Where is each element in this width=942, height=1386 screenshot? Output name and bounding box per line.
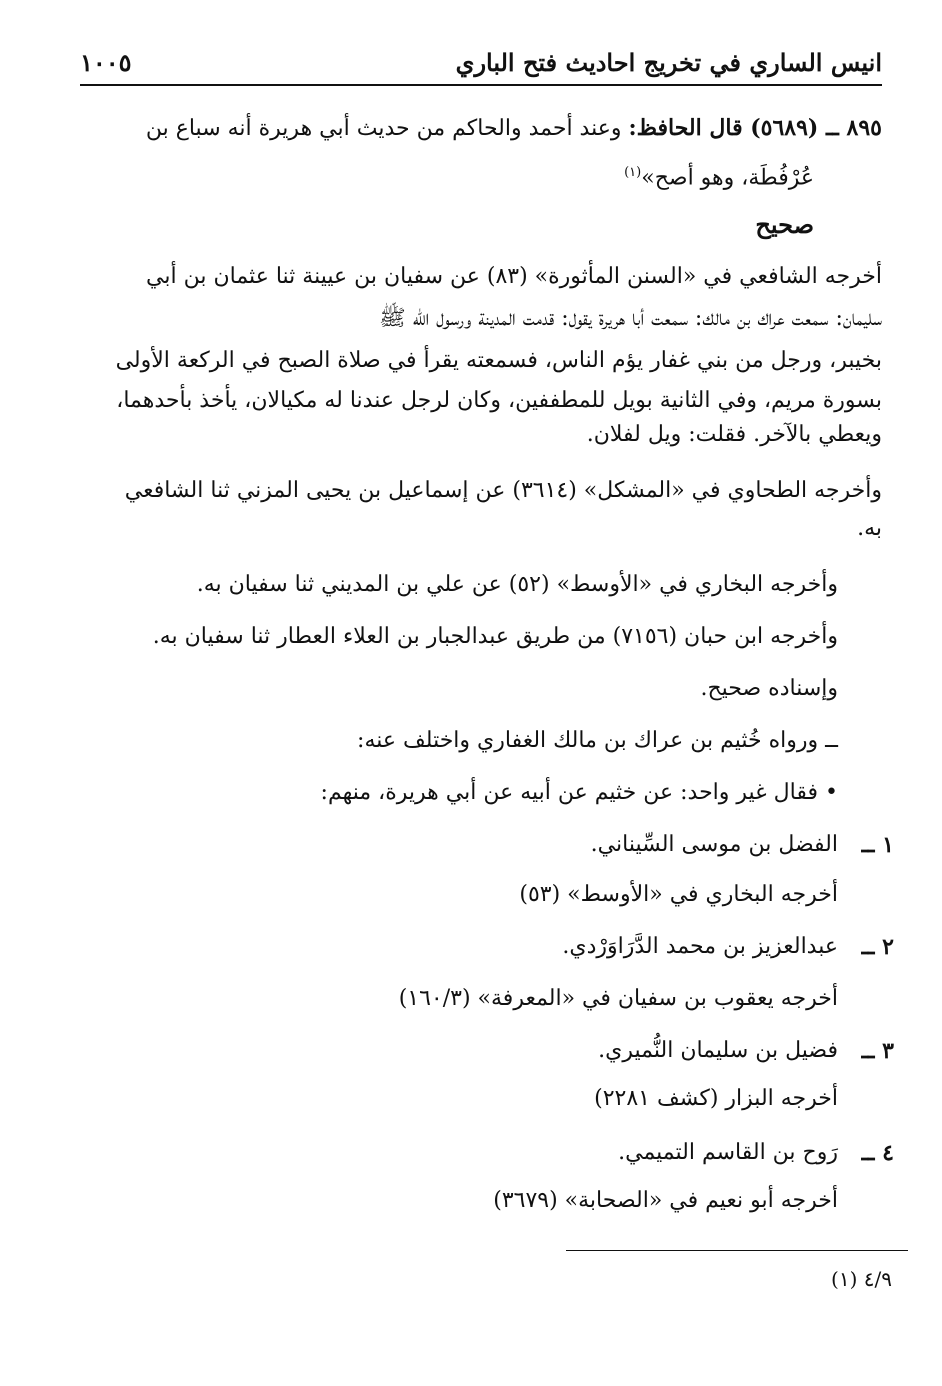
p6: ــ ورواه خُثيم بن عراك بن مالك الغفاري واختلف عنه:: [357, 728, 838, 753]
entry-quote-line-2: عُرْفُطَة، وهو أصح»: [641, 165, 814, 191]
p2-line-1: وأخرجه الطحاوي في «المشكل» (٣٦١٤) عن إسماعيل بن يحيى المزني ثنا الشافعي: [124, 478, 882, 503]
list-item-1-name: الفضل بن موسى السِّيناني.: [590, 832, 838, 857]
list-num-1: ١ ــ: [861, 832, 894, 858]
list-item-3-source: أخرجه البزار (كشف ٢٢٨١): [594, 1086, 838, 1111]
page-number: ١٠٠٥: [80, 47, 132, 77]
entry-line-2: [624, 158, 814, 193]
list-item-4-source: أخرجه أبو نعيم في «الصحابة» (٣٦٧٩): [493, 1188, 838, 1213]
p1-line-1: أخرجه الشافعي في «السنن المأثورة» (٨٣) عن سفيان بن عيينة ثنا عثمان بن أبي: [146, 264, 882, 289]
entry-line-1: [74, 113, 882, 144]
list-num-3: ٣ ــ: [861, 1038, 894, 1064]
p1-line-5: ويعطي بالآخر. فقلت: ويل لفلان.: [586, 422, 882, 447]
list-num-4: ٤ ــ: [861, 1140, 894, 1166]
p1-line-2: سليمان: سمعت عراك بن مالك: سمعت أبا هريرة يقول: قدمت المدينة ورسول الله ﷺ: [379, 306, 882, 331]
entry-number: ٨٩٥ ــ (٥٦٨٩) قال الحافظ:: [628, 115, 882, 141]
book-title: انيس الساري في تخريج احاديث فتح الباري: [455, 47, 882, 77]
p1-line-4: بسورة مريم، وفي الثانية بويل للمطففين، وكان لرجل عندنا له مكيالان، يأخذ بأحدهما،: [116, 388, 882, 413]
p5: وإسناده صحيح.: [700, 676, 838, 701]
footnote: [831, 1264, 906, 1294]
list-item-4-name: رَوح بن القاسم التميمي.: [618, 1140, 838, 1165]
p7: • فقال غير واحد: عن خثيم عن أبيه عن أبي هريرة، منهم:: [320, 780, 838, 805]
list-item-2-source: أخرجه يعقوب بن سفيان في «المعرفة» (١٦٠/٣): [398, 986, 838, 1011]
list-item-3-name: فضيل بن سليمان النُّميري.: [598, 1038, 838, 1063]
p3: وأخرجه البخاري في «الأوسط» (٥٢) عن علي بن المديني ثنا سفيان به.: [196, 572, 838, 597]
footnote-separator: [566, 1250, 908, 1251]
list-num-2: ٢ ــ: [861, 934, 894, 960]
p1-line-3: بخيبر، ورجل من بني غفار يؤم الناس، فسمعته يقرأ في صلاة الصبح في الركعة الأولى: [115, 348, 882, 373]
list-item-1-source: أخرجه البخاري في «الأوسط» (٥٣): [519, 882, 838, 907]
hadith-grade: صحيح: [755, 210, 814, 239]
footnote-text: ٤/٩: [863, 1267, 892, 1291]
footnote-ref: (١): [831, 1267, 858, 1291]
p2-line-2: به.: [857, 516, 882, 541]
list-item-2-name: عبدالعزيز بن محمد الدَّرَاوَرْدي.: [562, 934, 838, 959]
footnote-marker: (١): [624, 165, 642, 180]
entry-quote-line-1: وعند أحمد والحاكم من حديث أبي هريرة أنه سباع بن: [145, 116, 622, 141]
running-header: [80, 40, 882, 86]
p4: وأخرجه ابن حبان (٧١٥٦) من طريق عبدالجبار بن العلاء العطار ثنا سفيان به.: [152, 624, 838, 649]
